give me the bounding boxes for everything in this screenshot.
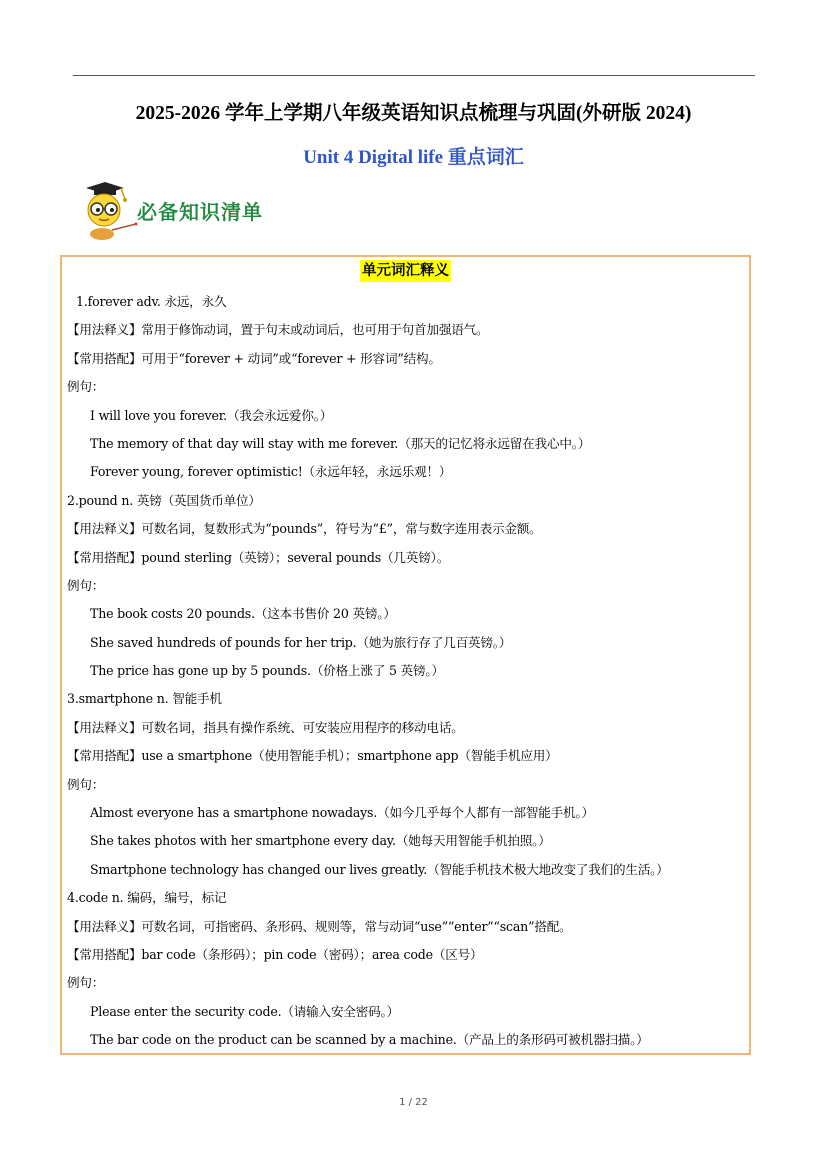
vocab-usage-note: 【常用搭配】bar code（条形码）；pin code（密码）；area code（区号） — [67, 946, 483, 962]
page-number: 1 / 22 — [399, 1097, 428, 1108]
vocabulary-box-title: 单元词汇释义 — [360, 260, 451, 282]
example-label: 例句： — [67, 577, 105, 593]
example-label: 例句： — [67, 379, 105, 395]
vocab-headword: 2.pound n. 英镑（英国货币单位） — [67, 492, 261, 508]
vocabulary-lines — [67, 288, 745, 1055]
example-sentence: She saved hundreds of pounds for her trip.（她为旅行存了几百英镑。） — [90, 634, 512, 650]
example-sentence: Forever young, forever optimistic!（永远年轻，永远乐观！） — [90, 464, 452, 480]
example-label: 例句： — [67, 776, 105, 792]
vocab-usage-note: 【常用搭配】可用于“forever + 动词”或“forever + 形容词”结构。 — [67, 350, 441, 366]
vocab-usage-note: 【常用搭配】pound sterling（英镑）；several pounds（几英镑）。 — [67, 549, 450, 565]
vocab-usage-note: 【用法释义】可数名词，可指密码、条形码、规则等，常与动词“use”“enter”“scan”搭配。 — [67, 918, 572, 934]
vocab-usage-note: 【用法释义】常用于修饰动词，置于句末或动词后，也可用于句首加强语气。 — [67, 322, 489, 338]
vocab-usage-note: 【用法释义】可数名词，指具有操作系统、可安装应用程序的移动电话。 — [67, 719, 464, 735]
vocabulary-box — [60, 255, 751, 1055]
vocab-usage-note: 【用法释义】可数名词，复数形式为“pounds”，符号为“£”，常与数字连用表示金额。 — [67, 521, 542, 537]
graduate-mascot-icon — [72, 180, 138, 240]
example-sentence: Almost everyone has a smartphone nowadays.（如今几乎每个人都有一部智能手机。） — [90, 805, 594, 821]
example-sentence: Smartphone technology has changed our lives greatly.（智能手机技术极大地改变了我们的生活。） — [90, 861, 669, 877]
section-heading: 必备知识清单 — [137, 200, 263, 224]
example-sentence: Please enter the security code.（请输入安全密码。） — [90, 1003, 400, 1019]
document-title: 2025-2026 学年上学期八年级英语知识点梳理与巩固(外研版 2024) — [135, 103, 692, 124]
header-rule — [73, 75, 755, 76]
example-sentence: I will love you forever.（我会永远爱你。） — [90, 407, 333, 423]
example-sentence: The price has gone up by 5 pounds.（价格上涨了 5 英镑。） — [90, 663, 444, 679]
example-sentence: The bar code on the product can be scanned by a machine.（产品上的条形码可被机器扫描。） — [90, 1032, 649, 1048]
example-sentence: The memory of that day will stay with me forever.（那天的记忆将永远留在我心中。） — [90, 435, 591, 451]
example-sentence: The book costs 20 pounds.（这本书售价 20 英镑。） — [90, 606, 396, 622]
document-subtitle: Unit 4 Digital life 重点词汇 — [303, 147, 524, 168]
vocab-headword: 3.smartphone n. 智能手机 — [67, 691, 222, 707]
vocab-headword: 4.code n. 编码，编号，标记 — [67, 890, 227, 906]
example-sentence: She takes photos with her smartphone every day.（她每天用智能手机拍照。） — [90, 833, 551, 849]
example-label: 例句： — [67, 975, 105, 991]
vocab-headword: 1.forever adv. 永远，永久 — [76, 294, 227, 309]
vocab-usage-note: 【常用搭配】use a smartphone（使用智能手机）；smartphone app（智能手机应用） — [67, 748, 558, 764]
